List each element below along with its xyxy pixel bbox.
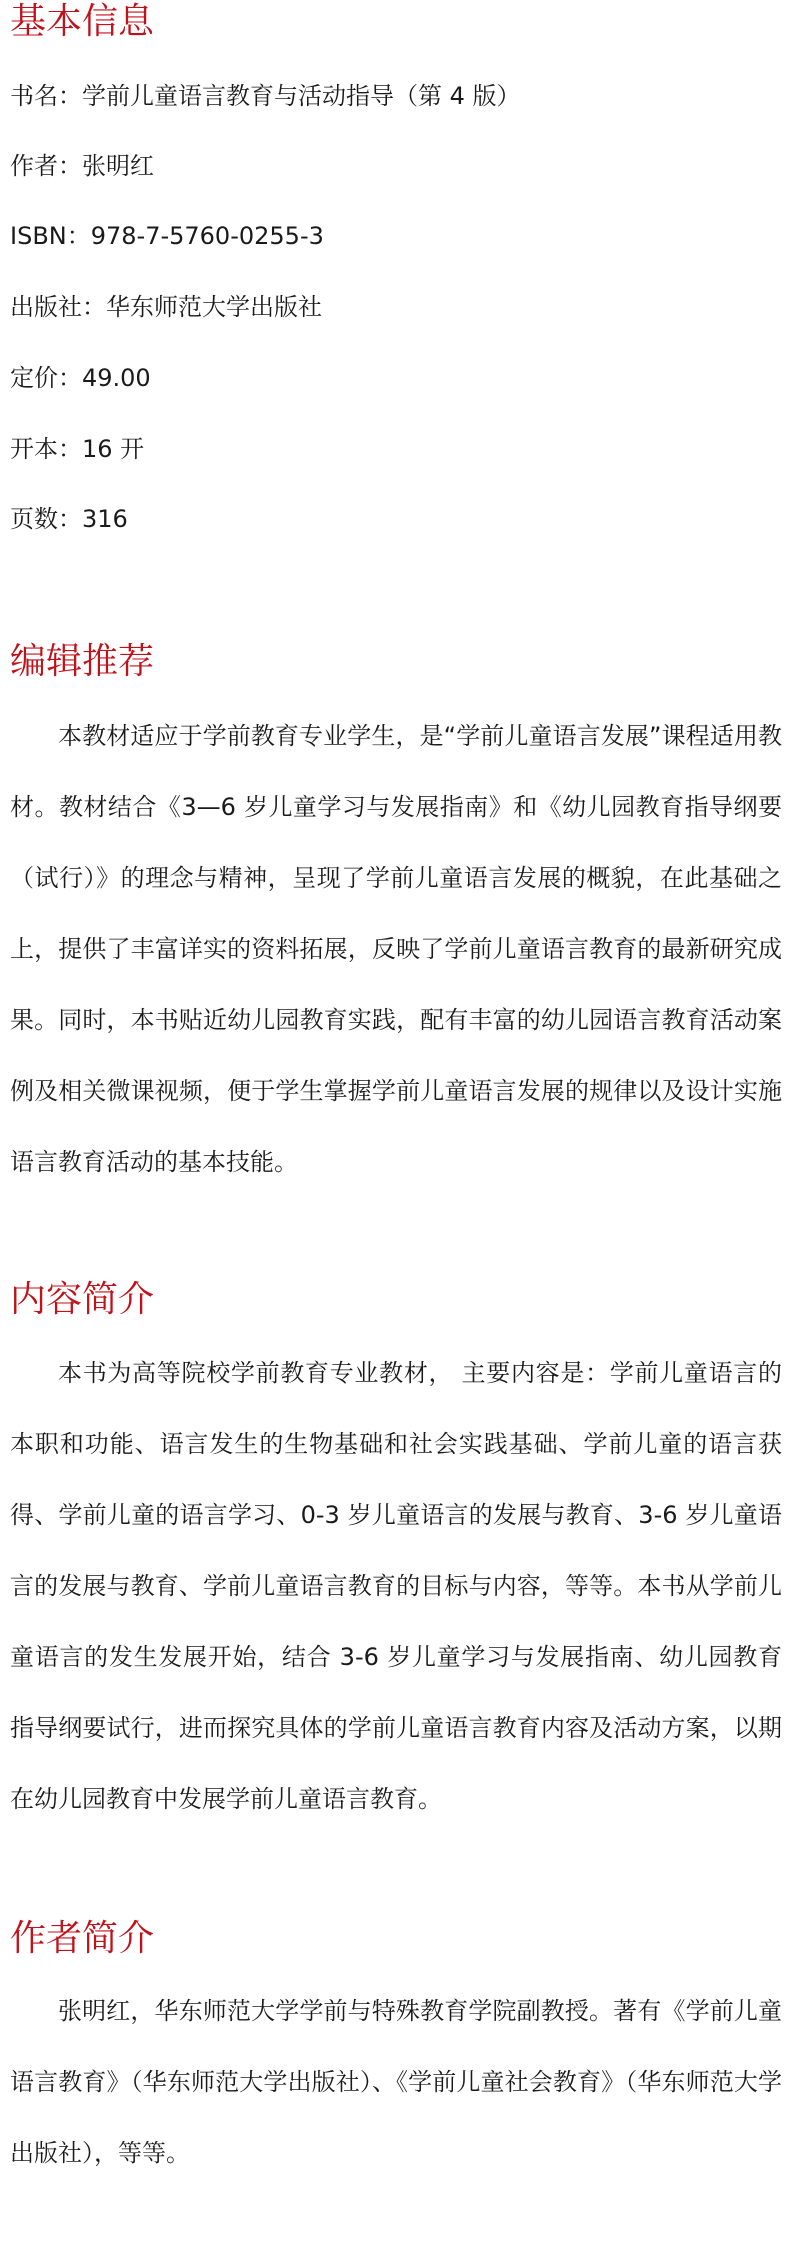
isbn-line: ISBN：978-7-5760-0255-3 [10,222,324,250]
format-line: 开本：16 开 [10,435,145,463]
pages-line: 页数：316 [10,505,128,533]
price-line: 定价：49.00 [10,364,151,392]
author-intro-heading: 作者简介 [10,1918,155,1959]
content-summary-text: 本书为高等院校学前教育专业教材， 主要内容是：学前儿童语言的本职和功能、语言发生的生物基础和社会实践基础、学前儿童的语言获得、学前儿童的语言学习、0-3 岁儿童语言的发展与教育、3-6 岁儿童语言的发展与教育、学前儿童语言教育的目标与内容，等等。本书从学前儿童语言的发生发展开始，结合 3-6 岁儿童学习与发展指南、幼儿园教育指导纲要试行，进而探究具体的学前儿童语言教育内容及活动方案，以期在幼儿园教育中发展学前儿童语言教育。 [10,1359,782,1813]
content-summary-heading: 内容简介 [10,1279,155,1320]
editor-recommendation-heading: 编辑推荐 [10,641,155,682]
editor-recommendation-text: 本教材适应于学前教育专业学生，是“学前儿童语言发展”课程适用教材。教材结合《3—6 岁儿童学习与发展指南》和《幼儿园教育指导纲要（试行）》的理念与精神，呈现了学前儿童语言发展的概貌，在此基础之上，提供了丰富详实的资料拓展，反映了学前儿童语言教育的最新研究成果。同时，本书贴近幼儿园教育实践，配有丰富的幼儿园语言教育活动案例及相关微课视频，便于学生掌握学前儿童语言发展的规律以及设计实施语言教育活动的基本技能。 [10,722,782,1176]
publisher-line: 出版社：华东师范大学出版社 [10,293,322,321]
author-line: 作者：张明红 [10,152,154,180]
author-intro-text: 张明红，华东师范大学学前与特殊教育学院副教授。著有《学前儿童语言教育》（华东师范大学出版社）、《学前儿童社会教育》（华东师范大学出版社），等等。 [10,1997,782,2167]
book-title-line: 书名：学前儿童语言教育与活动指导（第 4 版） [10,82,521,110]
basic-info-heading: 基本信息 [10,1,155,42]
